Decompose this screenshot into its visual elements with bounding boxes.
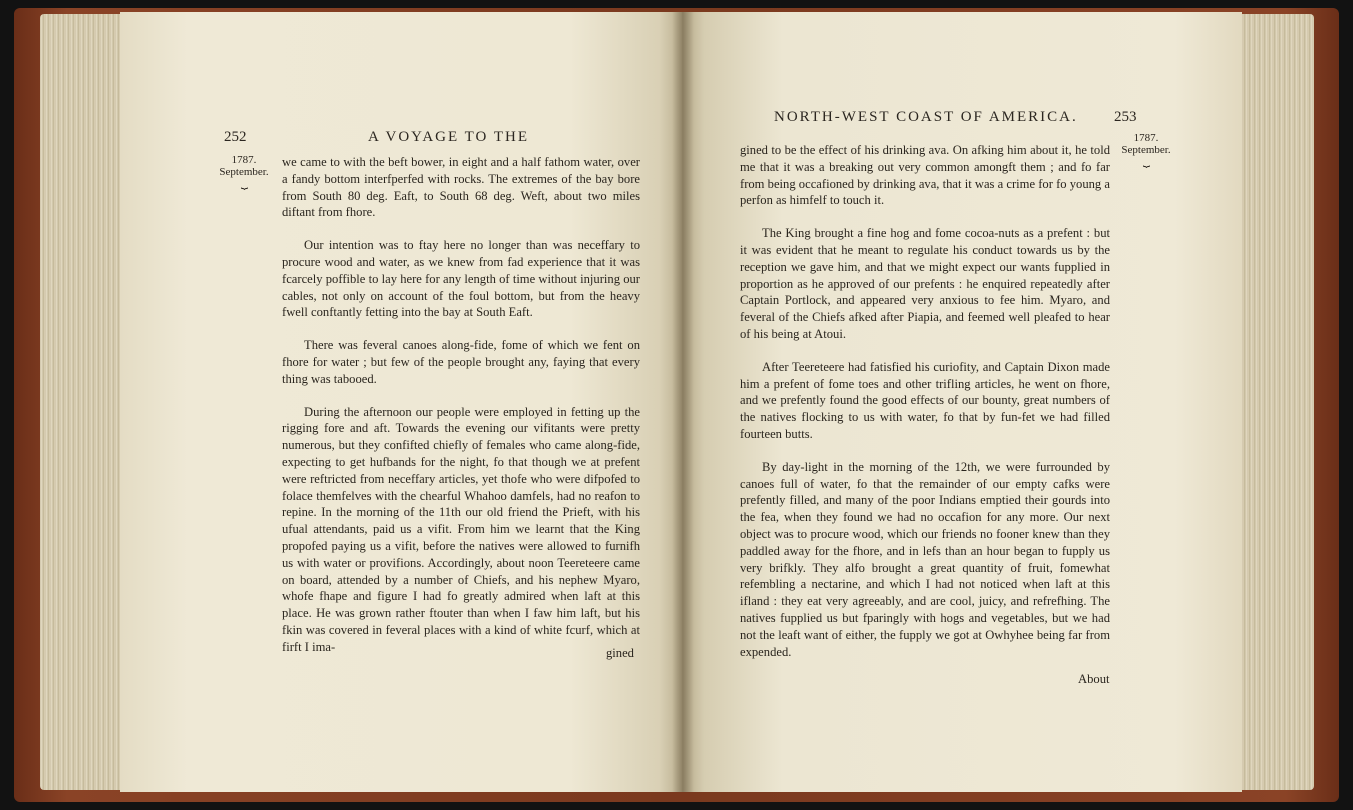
paragraph: There was feveral canoes along-fide, fome of which we fent on fhore for water ; but few of the people brought any, faying that every thing was tabooed. xyxy=(282,338,640,386)
paragraph: By day-light in the morning of the 12th, we were furrounded by canoes full of water, fo that the remainder of our empty cafks were prefently filled, and many of the poor Indians emptied their gourds into the fea, when they found we had no occafion for any more. Our next object was to procure wood, which our friends no fooner knew than they paddled away for the fhore, and in lefs than an hour began to fupply us very brifkly. They alfo brought a great quantity of fruit, fomewhat refembling a nectarine, and which I had not noticed when laft at this ifland : they eat very agreeably, and are cool, juicy, and refrefhing. The natives fupplied us but fparingly with hogs and vegetables, but we had not the leaft want of either, the fupply we got at Owhyhee being far from expended. xyxy=(740,459,1110,659)
running-head: A VOYAGE TO THE xyxy=(368,129,529,145)
page-number: 253 xyxy=(1114,109,1137,125)
side-note xyxy=(216,154,272,189)
side-note-year: 1787. xyxy=(231,154,257,166)
side-note-year: 1787. xyxy=(1133,132,1159,144)
catchword: About xyxy=(1078,672,1110,686)
left-page xyxy=(120,12,682,792)
paragraph: Our intention was to ftay here no longer than was neceffary to procure wood and water, as we knew from fad experience that it was fcarcely poffible to lay here for any length of time without injuring our cables, not only on account of the foul bottom, but from the heavy fwell conftantly fetting into the bay at South Eaft. xyxy=(282,238,640,320)
side-note xyxy=(1116,132,1176,167)
brace-icon: ⏟ xyxy=(240,175,248,189)
brace-icon: ⏟ xyxy=(1142,153,1150,167)
paragraph: During the afternoon our people were employed in fetting up the rigging fore and aft. Towards the evening our vifitants were pretty numerous, but they confifted chiefly of females who came along-fide, expecting to get hufbands for the night, fo that though we at prefent were reftricted from neceffary articles, yet thofe who were difpofed to folace themfelves with the chearful Whahoo damfels, had no reafon to repine. In the morning of the 11th our old friend the Prieft, with his ufual attendants, paid us a vifit. From him we learnt that the King propofed paying us a vifit, before the natives were allowed to furnifh us with water or provifions. Accordingly, about noon Teereteere came on board, attended by a number of Chiefs, and his nephew Myaro, whofe fhape and figure I had fo greatly admired when laft at this place. He was grown rather ftouter than when I faw him laft, but his fkin was covered in feveral places with a kind of white fcurf, which at firft I ima- xyxy=(282,404,640,654)
side-note-month: September. xyxy=(219,166,269,178)
body-text xyxy=(740,142,1110,676)
paragraph: gined to be the effect of his drinking ava. On afking him about it, he told me that it was a breaking out very common amongft them ; and fo far from being occafioned by drinking ava, that it was a crime for fo young a perfon as himfelf to touch it. xyxy=(740,143,1110,208)
catchword: gined xyxy=(606,646,634,660)
right-page xyxy=(682,12,1242,792)
book-gutter xyxy=(672,12,694,792)
body-text xyxy=(282,154,640,672)
side-note-month: September. xyxy=(1121,144,1171,156)
page-edges-left xyxy=(40,14,130,790)
page-number: 252 xyxy=(224,129,247,145)
paragraph: After Teereteere had fatisfied his curiofity, and Captain Dixon made him a prefent of fome toes and other trifling articles, he went on fhore, and we prefently found the good effects of our bounty, great numbers of the natives flocking to us with water, fo that by fun-fet we had filled fourteen butts. xyxy=(740,359,1110,441)
paragraph: we came to with the beft bower, in eight and a half fathom water, over a fandy bottom interfperfed with rocks. The extremes of the bay bore from South 80 deg. Eaft, to South 68 deg. Weft, about two miles diftant from fhore. xyxy=(282,155,640,220)
paragraph: The King brought a fine hog and fome cocoa-nuts as a prefent : but it was evident that he meant to regulate his conduct towards us by the reception we gave him, and that we might expect our wants fupplied in proportion as he approved of our prefents : he enquired repeatedly after Captain Portlock, and appeared very anxious to fee him. Myaro, and feveral of the Chiefs afked after Piapia, and feemed well pleafed to hear of his being at Atoui. xyxy=(740,226,1110,341)
running-head: NORTH-WEST COAST OF AMERICA. xyxy=(774,109,1078,125)
